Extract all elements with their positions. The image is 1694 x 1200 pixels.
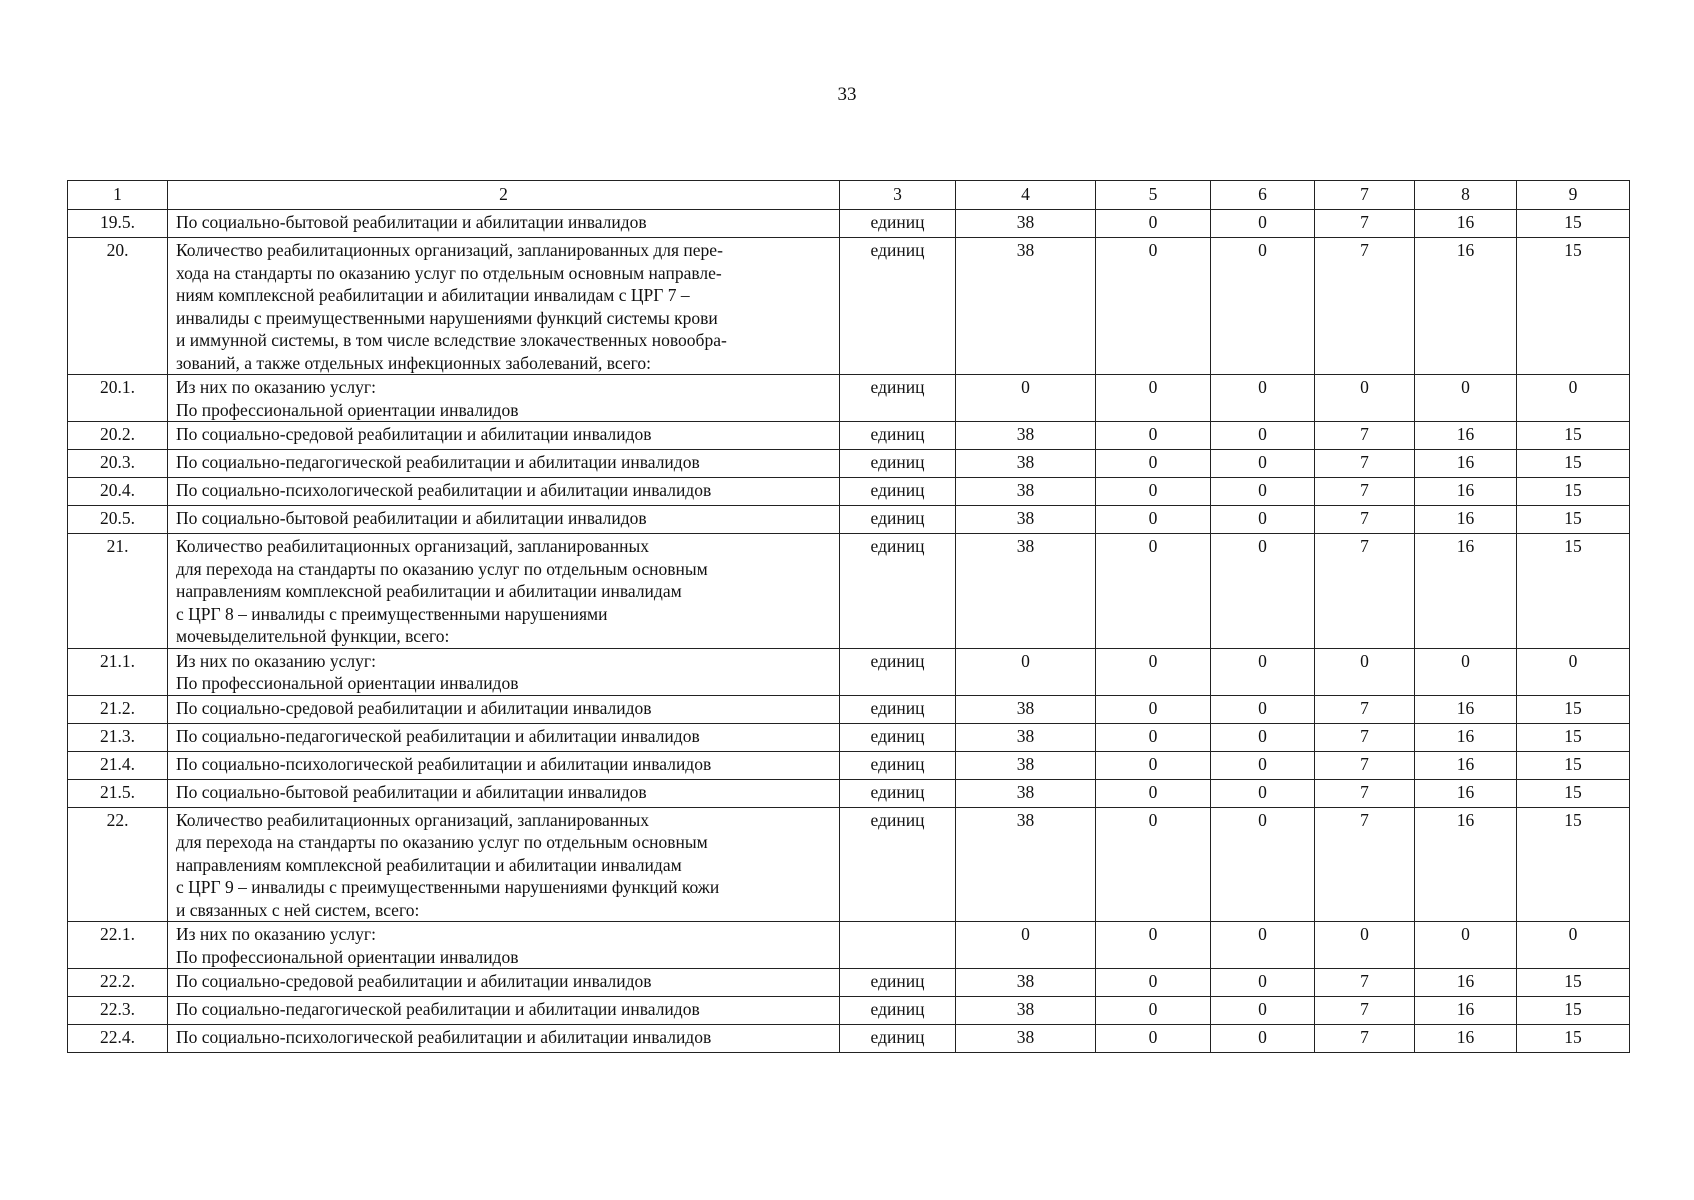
- value-cell: 0: [1096, 375, 1211, 422]
- value-cell: 15: [1517, 238, 1630, 375]
- value-cell: 0: [1315, 922, 1415, 969]
- value-cell: 16: [1415, 751, 1517, 779]
- unit-cell: единиц: [840, 375, 956, 422]
- table-row: [68, 807, 1630, 922]
- value-cell: 16: [1415, 969, 1517, 997]
- indicator-name: [168, 506, 840, 534]
- indicator-name-line: По социально-педагогической реабилитации и абилитации инвалидов: [176, 452, 700, 472]
- value-cell: 0: [1096, 478, 1211, 506]
- value-cell: 38: [956, 695, 1096, 723]
- table-row: [68, 779, 1630, 807]
- value-cell: 0: [1096, 450, 1211, 478]
- indicator-name: [168, 807, 840, 922]
- indicator-name-line: По социально-психологической реабилитации и абилитации инвалидов: [176, 1027, 712, 1047]
- value-cell: 0: [1211, 478, 1315, 506]
- table-row: [68, 922, 1630, 969]
- column-header: 3: [840, 181, 956, 210]
- indicator-name-line: с ЦРГ 8 – инвалиды с преимущественными нарушениями: [176, 603, 608, 624]
- row-number: 20.: [68, 238, 168, 375]
- table-body: [68, 210, 1630, 1053]
- value-cell: 38: [956, 422, 1096, 450]
- unit-cell: единиц: [840, 506, 956, 534]
- table-row: [68, 478, 1630, 506]
- value-cell: 0: [1096, 997, 1211, 1025]
- indicator-name: [168, 969, 840, 997]
- indicator-name-line: мочевыделительной функции, всего:: [176, 626, 450, 646]
- unit-cell: [840, 922, 956, 969]
- value-cell: 0: [1096, 723, 1211, 751]
- indicator-name-line: По социально-бытовой реабилитации и абилитации инвалидов: [176, 212, 647, 232]
- row-number: 21.4.: [68, 751, 168, 779]
- indicator-name-line: По социально-психологической реабилитации и абилитации инвалидов: [176, 480, 712, 500]
- indicator-name-line: с ЦРГ 9 – инвалиды с преимущественными нарушениями функций кожи: [176, 877, 720, 897]
- unit-cell: единиц: [840, 807, 956, 922]
- value-cell: 15: [1517, 807, 1630, 922]
- value-cell: 7: [1315, 478, 1415, 506]
- value-cell: 0: [1211, 648, 1315, 695]
- indicator-name: [168, 238, 840, 375]
- value-cell: 16: [1415, 723, 1517, 751]
- column-header: 1: [68, 181, 168, 210]
- indicator-name: [168, 210, 840, 238]
- row-number: 21.: [68, 534, 168, 649]
- table-row: [68, 1025, 1630, 1053]
- row-number: 22.2.: [68, 969, 168, 997]
- column-header: 8: [1415, 181, 1517, 210]
- indicator-name-line: инвалиды с преимущественными нарушениями функций системы крови: [176, 307, 718, 328]
- unit-cell: единиц: [840, 648, 956, 695]
- value-cell: 0: [1096, 922, 1211, 969]
- value-cell: 15: [1517, 695, 1630, 723]
- unit-cell: единиц: [840, 695, 956, 723]
- unit-cell: единиц: [840, 534, 956, 649]
- value-cell: 0: [1096, 422, 1211, 450]
- indicator-name: [168, 997, 840, 1025]
- value-cell: 0: [1096, 779, 1211, 807]
- value-cell: 16: [1415, 478, 1517, 506]
- value-cell: 16: [1415, 807, 1517, 922]
- value-cell: 0: [1096, 1025, 1211, 1053]
- indicator-name: [168, 779, 840, 807]
- column-number-row: [68, 181, 1630, 210]
- value-cell: 15: [1517, 210, 1630, 238]
- column-header: 9: [1517, 181, 1630, 210]
- value-cell: 15: [1517, 779, 1630, 807]
- value-cell: 7: [1315, 534, 1415, 649]
- table-row: [68, 723, 1630, 751]
- table-row: [68, 997, 1630, 1025]
- value-cell: 16: [1415, 506, 1517, 534]
- row-number: 21.3.: [68, 723, 168, 751]
- indicator-name-line: и иммунной системы, в том числе вследствие злокачественных новообра-: [176, 330, 727, 350]
- row-number: 22.: [68, 807, 168, 922]
- value-cell: 7: [1315, 1025, 1415, 1053]
- table-row: [68, 422, 1630, 450]
- indicator-name: [168, 723, 840, 751]
- indicator-name: [168, 375, 840, 422]
- unit-cell: единиц: [840, 723, 956, 751]
- value-cell: 0: [1211, 450, 1315, 478]
- value-cell: 16: [1415, 238, 1517, 375]
- indicator-name-line: и связанных с ней систем, всего:: [176, 899, 420, 920]
- indicator-name-line: направлениям комплексной реабилитации и абилитации инвалидам: [176, 581, 682, 601]
- indicator-name-line: для перехода на стандарты по оказанию услуг по отдельным основным: [176, 558, 708, 579]
- value-cell: 0: [1096, 648, 1211, 695]
- table-row: [68, 450, 1630, 478]
- value-cell: 38: [956, 1025, 1096, 1053]
- page-number: 33: [837, 84, 857, 105]
- value-cell: 16: [1415, 422, 1517, 450]
- value-cell: 38: [956, 969, 1096, 997]
- column-header: 6: [1211, 181, 1315, 210]
- value-cell: 0: [1096, 807, 1211, 922]
- value-cell: 7: [1315, 779, 1415, 807]
- indicator-name-line: Из них по оказанию услуг:: [176, 377, 376, 397]
- value-cell: 38: [956, 723, 1096, 751]
- value-cell: 38: [956, 997, 1096, 1025]
- unit-cell: единиц: [840, 997, 956, 1025]
- indicator-name: [168, 450, 840, 478]
- table-row: [68, 751, 1630, 779]
- value-cell: 7: [1315, 807, 1415, 922]
- indicator-name-line: ниям комплексной реабилитации и абилитации инвалидам с ЦРГ 7 –: [176, 285, 690, 305]
- unit-cell: единиц: [840, 779, 956, 807]
- value-cell: 0: [1415, 922, 1517, 969]
- value-cell: 0: [1211, 534, 1315, 649]
- value-cell: 0: [1211, 506, 1315, 534]
- value-cell: 0: [1517, 922, 1630, 969]
- indicator-name: [168, 695, 840, 723]
- value-cell: 7: [1315, 997, 1415, 1025]
- value-cell: 16: [1415, 997, 1517, 1025]
- value-cell: 7: [1315, 969, 1415, 997]
- value-cell: 16: [1415, 450, 1517, 478]
- indicator-name-line: По социально-педагогической реабилитации и абилитации инвалидов: [176, 725, 700, 746]
- value-cell: 0: [1096, 210, 1211, 238]
- value-cell: 0: [956, 648, 1096, 695]
- column-header: 4: [956, 181, 1096, 210]
- row-number: 21.2.: [68, 695, 168, 723]
- value-cell: 0: [1211, 751, 1315, 779]
- unit-cell: единиц: [840, 210, 956, 238]
- value-cell: 0: [1415, 375, 1517, 422]
- value-cell: 38: [956, 506, 1096, 534]
- value-cell: 16: [1415, 210, 1517, 238]
- table-row: [68, 534, 1630, 649]
- indicators-table: [67, 180, 1630, 1053]
- indicator-name-line: По социально-средовой реабилитации и абилитации инвалидов: [176, 971, 652, 991]
- table-row: [68, 969, 1630, 997]
- unit-cell: единиц: [840, 969, 956, 997]
- value-cell: 15: [1517, 478, 1630, 506]
- value-cell: 0: [1211, 723, 1315, 751]
- indicator-name-line: По социально-средовой реабилитации и абилитации инвалидов: [176, 424, 652, 444]
- value-cell: 16: [1415, 1025, 1517, 1053]
- row-number: 22.3.: [68, 997, 168, 1025]
- indicator-name: [168, 478, 840, 506]
- value-cell: 7: [1315, 238, 1415, 375]
- row-number: 22.4.: [68, 1025, 168, 1053]
- value-cell: 15: [1517, 450, 1630, 478]
- indicator-name-line: хода на стандарты по оказанию услуг по отдельным основным направле-: [176, 262, 722, 283]
- value-cell: 7: [1315, 210, 1415, 238]
- value-cell: 38: [956, 534, 1096, 649]
- value-cell: 0: [1211, 969, 1315, 997]
- indicator-name-line: По профессиональной ориентации инвалидов: [176, 673, 519, 693]
- unit-cell: единиц: [840, 422, 956, 450]
- value-cell: 15: [1517, 506, 1630, 534]
- value-cell: 0: [1211, 422, 1315, 450]
- value-cell: 0: [1211, 807, 1315, 922]
- value-cell: 0: [1211, 238, 1315, 375]
- indicator-name-line: По социально-психологической реабилитации и абилитации инвалидов: [176, 753, 712, 774]
- value-cell: 38: [956, 779, 1096, 807]
- table-row: [68, 506, 1630, 534]
- value-cell: 0: [1211, 375, 1315, 422]
- unit-cell: единиц: [840, 1025, 956, 1053]
- value-cell: 7: [1315, 506, 1415, 534]
- value-cell: 0: [1211, 779, 1315, 807]
- indicator-name: [168, 1025, 840, 1053]
- value-cell: 0: [1211, 997, 1315, 1025]
- indicator-name-line: Из них по оказанию услуг:: [176, 650, 376, 671]
- value-cell: 0: [1211, 695, 1315, 723]
- value-cell: 16: [1415, 695, 1517, 723]
- value-cell: 0: [1096, 751, 1211, 779]
- column-header: 2: [168, 181, 840, 210]
- table-row: [68, 238, 1630, 375]
- row-number: 20.2.: [68, 422, 168, 450]
- value-cell: 15: [1517, 997, 1630, 1025]
- value-cell: 0: [1096, 969, 1211, 997]
- indicator-name-line: направлениям комплексной реабилитации и абилитации инвалидам: [176, 854, 682, 875]
- value-cell: 0: [1517, 648, 1630, 695]
- indicator-name-line: По социально-бытовой реабилитации и абилитации инвалидов: [176, 508, 647, 528]
- column-header: 5: [1096, 181, 1211, 210]
- table-row: [68, 648, 1630, 695]
- value-cell: 38: [956, 478, 1096, 506]
- value-cell: 7: [1315, 422, 1415, 450]
- unit-cell: единиц: [840, 751, 956, 779]
- row-number: 19.5.: [68, 210, 168, 238]
- value-cell: 0: [1517, 375, 1630, 422]
- row-number: 21.5.: [68, 779, 168, 807]
- row-number: 22.1.: [68, 922, 168, 969]
- value-cell: 0: [1211, 922, 1315, 969]
- indicator-name-line: По профессиональной ориентации инвалидов: [176, 399, 519, 420]
- value-cell: 0: [1096, 238, 1211, 375]
- unit-cell: единиц: [840, 450, 956, 478]
- value-cell: 7: [1315, 723, 1415, 751]
- row-number: 20.4.: [68, 478, 168, 506]
- row-number: 21.1.: [68, 648, 168, 695]
- indicator-name-line: По профессиональной ориентации инвалидов: [176, 946, 519, 967]
- table-row: [68, 375, 1630, 422]
- value-cell: 0: [1315, 648, 1415, 695]
- indicator-name: [168, 751, 840, 779]
- value-cell: 7: [1315, 450, 1415, 478]
- value-cell: 7: [1315, 751, 1415, 779]
- value-cell: 0: [1096, 534, 1211, 649]
- table-row: [68, 695, 1630, 723]
- row-number: 20.3.: [68, 450, 168, 478]
- indicator-name-line: По социально-педагогической реабилитации и абилитации инвалидов: [176, 999, 700, 1019]
- table-row: [68, 210, 1630, 238]
- row-number: 20.1.: [68, 375, 168, 422]
- indicator-name-line: для перехода на стандарты по оказанию услуг по отдельным основным: [176, 832, 708, 852]
- indicator-name-line: Количество реабилитационных организаций, запланированных: [176, 536, 649, 556]
- value-cell: 38: [956, 450, 1096, 478]
- value-cell: 0: [1415, 648, 1517, 695]
- value-cell: 38: [956, 238, 1096, 375]
- value-cell: 0: [956, 375, 1096, 422]
- value-cell: 0: [1315, 375, 1415, 422]
- value-cell: 15: [1517, 969, 1630, 997]
- value-cell: 38: [956, 807, 1096, 922]
- indicator-name-line: Из них по оказанию услуг:: [176, 924, 376, 944]
- value-cell: 0: [1211, 210, 1315, 238]
- value-cell: 15: [1517, 422, 1630, 450]
- indicator-name-line: По социально-бытовой реабилитации и абилитации инвалидов: [176, 781, 647, 802]
- indicator-name: [168, 534, 840, 649]
- value-cell: 15: [1517, 751, 1630, 779]
- row-number: 20.5.: [68, 506, 168, 534]
- value-cell: 15: [1517, 1025, 1630, 1053]
- indicator-name-line: зований, а также отдельных инфекционных заболеваний, всего:: [176, 352, 651, 373]
- indicator-name: [168, 922, 840, 969]
- value-cell: 0: [1211, 1025, 1315, 1053]
- column-header: 7: [1315, 181, 1415, 210]
- value-cell: 0: [1096, 506, 1211, 534]
- unit-cell: единиц: [840, 478, 956, 506]
- indicator-name-line: По социально-средовой реабилитации и абилитации инвалидов: [176, 697, 652, 718]
- indicator-name: [168, 422, 840, 450]
- value-cell: 16: [1415, 534, 1517, 649]
- value-cell: 15: [1517, 534, 1630, 649]
- value-cell: 0: [1096, 695, 1211, 723]
- value-cell: 15: [1517, 723, 1630, 751]
- value-cell: 0: [956, 922, 1096, 969]
- value-cell: 38: [956, 751, 1096, 779]
- value-cell: 16: [1415, 779, 1517, 807]
- indicator-name: [168, 648, 840, 695]
- indicator-name-line: Количество реабилитационных организаций, запланированных: [176, 809, 649, 830]
- indicator-name-line: Количество реабилитационных организаций, запланированных для пере-: [176, 240, 723, 260]
- value-cell: 38: [956, 210, 1096, 238]
- unit-cell: единиц: [840, 238, 956, 375]
- value-cell: 7: [1315, 695, 1415, 723]
